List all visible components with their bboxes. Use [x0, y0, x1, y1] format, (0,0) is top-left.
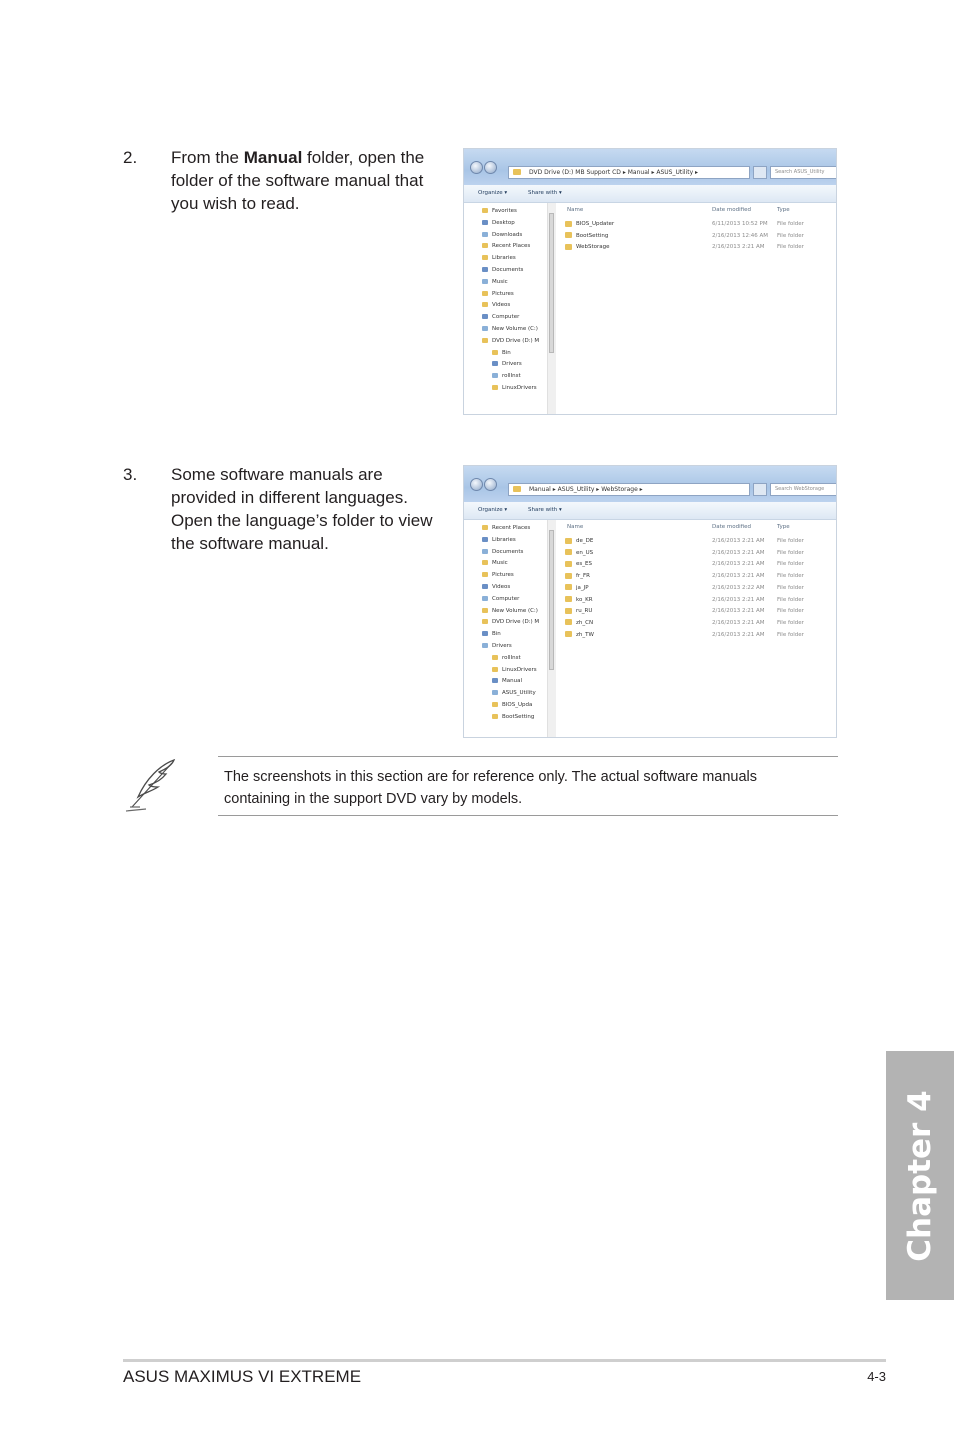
step-number: 2.: [123, 148, 138, 167]
explorer-toolbar: [464, 502, 836, 520]
folder-icon: [565, 596, 572, 602]
step-number: 3.: [123, 465, 138, 484]
folder-icon: [492, 361, 498, 366]
file-date: 2/16/2013 2:21 AM: [712, 573, 765, 580]
folder-icon: [565, 584, 572, 590]
folder-icon: [482, 208, 488, 213]
folder-icon: [565, 619, 572, 625]
file-type: File folder: [777, 596, 804, 603]
search-input[interactable]: Search WebStorage: [770, 483, 837, 496]
folder-icon: [565, 608, 572, 614]
refresh-icon[interactable]: [753, 483, 767, 496]
file-name: es_ES: [576, 561, 592, 568]
file-type: File folder: [777, 608, 804, 615]
nav-item[interactable]: BIOS_Upda: [492, 701, 532, 709]
nav-scrollbar[interactable]: [547, 520, 556, 737]
file-type: File folder: [777, 221, 804, 227]
folder-icon: [492, 655, 498, 660]
file-row[interactable]: [565, 559, 836, 570]
file-date: 2/16/2013 2:22 AM: [712, 584, 765, 591]
folder-icon: [482, 314, 488, 319]
file-type: File folder: [777, 549, 804, 556]
nav-item[interactable]: rollInst: [492, 654, 521, 662]
column-type[interactable]: Type: [777, 207, 790, 213]
file-type: File folder: [777, 561, 804, 568]
file-date: 2/16/2013 2:21 AM: [712, 244, 765, 251]
note-top-rule: [218, 756, 838, 757]
file-type: File folder: [777, 619, 804, 626]
explorer-title-bar: [464, 149, 836, 185]
nav-item[interactable]: Downloads: [482, 231, 522, 239]
navigation-pane: [464, 520, 556, 737]
folder-icon: [565, 631, 572, 637]
file-row[interactable]: [565, 606, 836, 617]
explorer-toolbar: [464, 185, 836, 203]
footer-rule: [123, 1359, 886, 1362]
column-type[interactable]: Type: [777, 524, 790, 530]
column-name[interactable]: Name: [567, 207, 584, 213]
file-date: 2/16/2013 2:21 AM: [712, 619, 765, 626]
nav-item[interactable]: Music: [482, 559, 508, 567]
folder-icon: [492, 373, 498, 378]
folder-icon: [482, 255, 488, 260]
nav-item[interactable]: Pictures: [482, 571, 514, 579]
nav-item[interactable]: New Volume (C:): [482, 325, 538, 333]
file-date: 2/16/2013 2:21 AM: [712, 561, 765, 568]
folder-icon: [482, 302, 488, 307]
share-with-button[interactable]: Share with ▾: [528, 507, 562, 513]
file-type: File folder: [777, 538, 804, 544]
nav-item[interactable]: Documents: [482, 548, 523, 556]
organize-button[interactable]: Organize ▾: [478, 190, 508, 196]
nav-item[interactable]: Music: [482, 278, 508, 286]
file-name: ru_RU: [576, 608, 593, 615]
nav-item[interactable]: LinuxDrivers: [492, 384, 537, 392]
folder-icon: [565, 549, 572, 555]
folder-icon: [482, 537, 488, 542]
folder-icon: [482, 338, 488, 343]
file-date: 6/11/2013 10:52 PM: [712, 221, 768, 227]
file-type: File folder: [777, 584, 804, 591]
nav-item[interactable]: Recent Places: [482, 524, 530, 532]
file-row[interactable]: [565, 595, 836, 606]
organize-button[interactable]: Organize ▾: [478, 507, 508, 513]
file-name: WebStorage: [576, 244, 610, 251]
file-type: File folder: [777, 631, 804, 638]
file-date: 2/16/2013 2:21 AM: [712, 631, 765, 638]
manual-folder-bold: Manual: [243, 148, 303, 167]
address-bar[interactable]: DVD Drive (D:) MB Support CD ▸ Manual ▸ ASUS_Utility ▸: [508, 166, 750, 179]
nav-item[interactable]: Libraries: [482, 254, 516, 262]
footer-product-name: ASUS MAXIMUS VI EXTREME: [123, 1367, 362, 1386]
forward-icon: [484, 478, 497, 491]
folder-icon: [492, 714, 498, 719]
column-date-modified[interactable]: Date modified: [712, 207, 751, 213]
nav-item[interactable]: Desktop: [482, 219, 515, 227]
folder-icon: [492, 702, 498, 707]
file-name: ko_KR: [576, 596, 593, 603]
back-icon: [470, 161, 483, 174]
nav-scrollbar[interactable]: [547, 203, 556, 414]
nav-item[interactable]: Computer: [482, 595, 519, 603]
folder-icon: [492, 678, 498, 683]
nav-item[interactable]: Bin: [492, 349, 511, 357]
file-row[interactable]: [565, 242, 836, 253]
file-name: de_DE: [576, 538, 594, 544]
column-name[interactable]: Name: [567, 524, 584, 530]
file-row[interactable]: [565, 630, 836, 641]
note-text: The screenshots in this section are for reference only. The actual software manuals containing in the support DVD vary by models.: [224, 769, 758, 807]
nav-item[interactable]: Drivers: [492, 360, 522, 368]
nav-item[interactable]: Documents: [482, 266, 523, 274]
folder-icon: [482, 267, 488, 272]
folder-icon: [565, 538, 572, 544]
folder-icon: [482, 279, 488, 284]
scroll-thumb[interactable]: [549, 213, 554, 353]
folder-icon: [482, 326, 488, 331]
nav-item[interactable]: Pictures: [482, 290, 514, 298]
folder-icon: [482, 619, 488, 624]
scroll-thumb[interactable]: [549, 530, 554, 670]
file-row[interactable]: [565, 536, 836, 547]
file-date: 2/16/2013 2:21 AM: [712, 549, 765, 556]
share-with-button[interactable]: Share with ▾: [528, 190, 562, 196]
folder-icon: [492, 385, 498, 390]
file-date: 2/16/2013 12:46 AM: [712, 232, 769, 239]
nav-item[interactable]: LinuxDrivers: [492, 666, 537, 674]
folder-icon: [482, 572, 488, 577]
step-text: From the Manual folder, open the folder of the software manual that you wish to read.: [171, 148, 425, 213]
refresh-icon[interactable]: [753, 166, 767, 179]
nav-item[interactable]: Favorites: [482, 207, 517, 215]
file-name: fr_FR: [576, 573, 590, 580]
column-date-modified[interactable]: Date modified: [712, 524, 751, 530]
nav-item[interactable]: Drivers: [482, 642, 512, 650]
navigation-pane: [464, 203, 556, 414]
folder-icon: [513, 169, 521, 175]
file-name: BIOS_Updater: [576, 221, 615, 227]
folder-icon: [513, 486, 521, 492]
file-date: 2/16/2013 2:21 AM: [712, 596, 765, 603]
chapter-label: Chapter 4: [902, 1089, 938, 1262]
explorer-screenshot-webstorage: [463, 465, 837, 738]
folder-icon: [482, 560, 488, 565]
folder-icon: [565, 221, 572, 227]
file-type: File folder: [777, 232, 804, 239]
nav-item[interactable]: Computer: [482, 313, 519, 321]
folder-icon: [482, 608, 488, 613]
folder-icon: [482, 643, 488, 648]
file-list: [557, 520, 836, 737]
file-name: zh_CN: [576, 619, 594, 626]
explorer-screenshot-asus-utility: [463, 148, 837, 415]
feather-pen-icon: [122, 757, 180, 815]
file-row[interactable]: [565, 583, 836, 594]
file-type: File folder: [777, 244, 804, 251]
back-icon: [470, 478, 483, 491]
step-text: Some software manuals are provided in different languages. Open the language’s folder to view the software manual.: [171, 465, 433, 553]
folder-icon: [482, 243, 488, 248]
explorer-title-bar: [464, 466, 836, 502]
file-row[interactable]: [565, 571, 836, 582]
nav-item[interactable]: Manual: [492, 677, 522, 685]
nav-item[interactable]: BootSetting: [492, 713, 534, 721]
file-list: [557, 203, 836, 414]
folder-icon: [482, 220, 488, 225]
folder-icon: [492, 667, 498, 672]
folder-icon: [482, 525, 488, 530]
file-name: en_US: [576, 549, 594, 556]
folder-icon: [482, 232, 488, 237]
folder-icon: [482, 549, 488, 554]
folder-icon: [565, 232, 572, 238]
folder-icon: [482, 631, 488, 636]
search-input[interactable]: Search ASUS_Utility: [770, 166, 837, 179]
folder-icon: [482, 584, 488, 589]
nav-item[interactable]: Videos: [482, 583, 510, 591]
file-date: 2/16/2013 2:21 AM: [712, 608, 765, 615]
nav-item[interactable]: DVD Drive (D:) M: [482, 618, 539, 626]
file-name: BootSetting: [576, 232, 609, 239]
nav-item[interactable]: New Volume (C:): [482, 607, 538, 615]
address-bar[interactable]: Manual ▸ ASUS_Utility ▸ WebStorage ▸: [508, 483, 750, 496]
footer-page-number: 4-3: [867, 1369, 886, 1384]
file-row[interactable]: [565, 231, 836, 242]
folder-icon: [482, 596, 488, 601]
note-icon-wrapper: [122, 757, 180, 815]
folder-icon: [565, 561, 572, 567]
chapter-tab: [886, 1051, 954, 1300]
file-name: zh_TW: [576, 631, 594, 638]
folder-icon: [492, 350, 498, 355]
file-type: File folder: [777, 573, 804, 580]
file-name: ja_JP: [576, 584, 589, 591]
folder-icon: [565, 244, 572, 250]
folder-icon: [492, 690, 498, 695]
folder-icon: [482, 291, 488, 296]
nav-item[interactable]: ASUS_Utility: [492, 689, 536, 697]
file-row[interactable]: [565, 219, 836, 230]
nav-item[interactable]: Videos: [482, 301, 510, 309]
note-bottom-rule: [218, 815, 838, 816]
file-row[interactable]: [565, 618, 836, 629]
file-row[interactable]: [565, 548, 836, 559]
nav-item[interactable]: Libraries: [482, 536, 516, 544]
nav-item[interactable]: Bin: [482, 630, 501, 638]
nav-item[interactable]: Recent Places: [482, 242, 530, 250]
forward-icon: [484, 161, 497, 174]
nav-item[interactable]: DVD Drive (D:) M: [482, 337, 539, 345]
nav-item[interactable]: rollInst: [492, 372, 521, 380]
file-date: 2/16/2013 2:21 AM: [712, 538, 765, 544]
folder-icon: [565, 573, 572, 579]
